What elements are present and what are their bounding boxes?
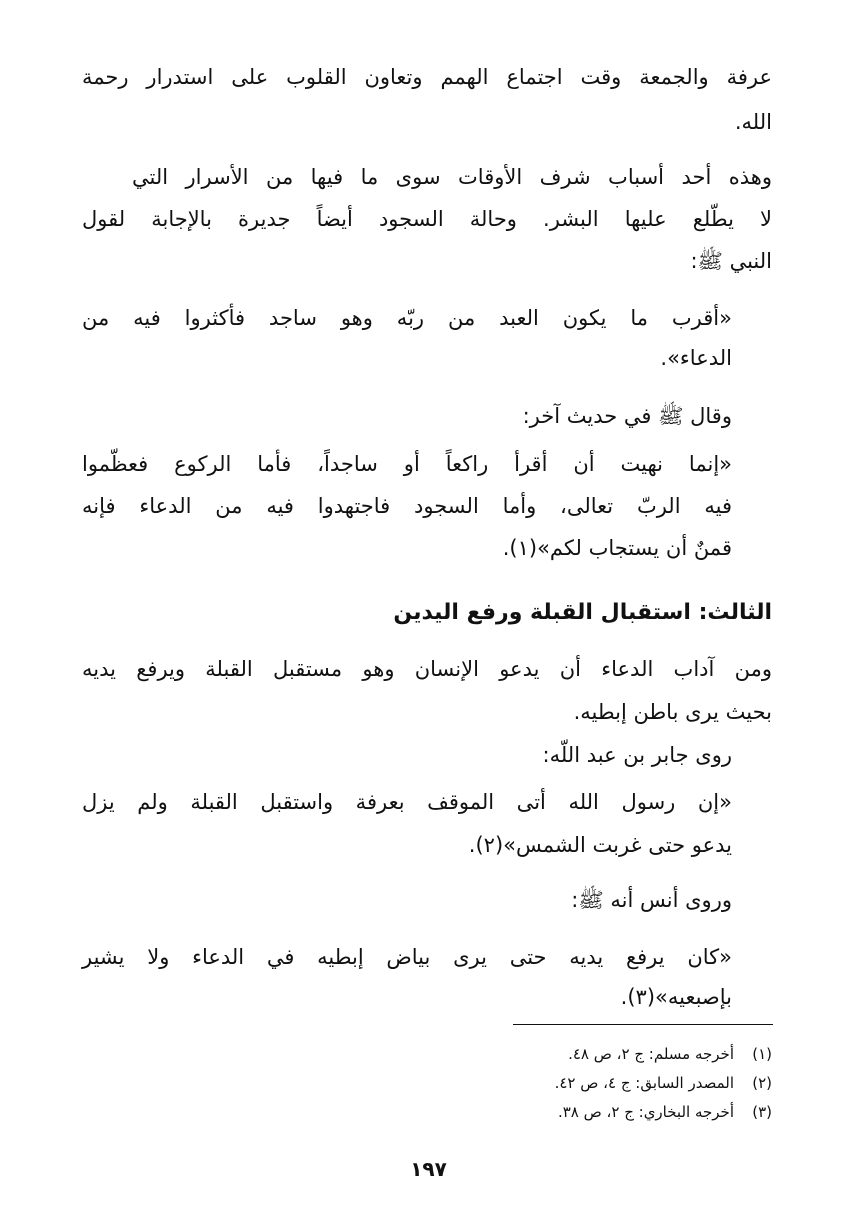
footnote-2-number: (٢) — [752, 1074, 772, 1092]
para2-line1: وهذه أحد أسباب شرف الأوقات سوى ما فيها من الأسرار التي — [132, 165, 772, 189]
footnote-3 — [558, 1101, 772, 1123]
intro2-line: وقال ﷺ في حديث آخر: — [522, 404, 732, 428]
hadith2-line3: قمنٌ أن يستجاب لكم»(١). — [502, 536, 732, 560]
hadith2-line1: «إنما نهيت أن أقرأ راكعاً أو ساجداً، فأما الركوع فعظّموا — [82, 452, 732, 476]
hadith3-line1: «إن رسول الله أتى الموقف بعرفة واستقبل القبلة ولم يزل — [82, 790, 732, 814]
para1-line1: عرفة والجمعة وقت اجتماع الهمم وتعاون القلوب على استدرار رحمة — [82, 65, 772, 89]
footnote-2-text: المصدر السابق: ج ٤، ص ٤٢. — [554, 1074, 734, 1092]
para3-line1: ومن آداب الدعاء أن يدعو الإنسان وهو مستقبل القبلة ويرفع يديه — [82, 657, 772, 681]
para3-line2: بحيث يرى باطن إبطيه. — [573, 700, 772, 724]
footnote-1-text: أخرجه مسلم: ج ٢، ص ٤٨. — [568, 1045, 734, 1063]
intro4-line: وروى أنس أنه ﷺ: — [571, 888, 732, 912]
hadith1-line1: «أقرب ما يكون العبد من ربّه وهو ساجد فأكثروا فيه من — [82, 306, 732, 330]
footnote-3-text: أخرجه البخاري: ج ٢، ص ٣٨. — [557, 1103, 734, 1121]
hadith4-line1: «كان يرفع يديه حتى يرى بياض إبطيه في الدعاء ولا يشير — [82, 945, 732, 969]
section-heading: الثالث: استقبال القبلة ورفع اليدين — [393, 600, 772, 625]
intro3-line: روى جابر بن عبد اللّه: — [542, 743, 732, 767]
footnote-1-number: (١) — [752, 1045, 772, 1063]
para2-line2: لا يطّلع عليها البشر. وحالة السجود أيضاً جديرة بالإجابة لقول — [82, 207, 772, 231]
para2-line3: النبي ﷺ: — [690, 249, 772, 273]
footnote-3-number: (٣) — [752, 1103, 772, 1121]
footnote-1 — [568, 1043, 772, 1065]
footnote-2 — [555, 1072, 772, 1094]
para1-line2: الله. — [734, 110, 772, 134]
page-number: ١٩٧ — [410, 1157, 447, 1181]
hadith4-line2: بإصبعيه»(٣). — [620, 985, 732, 1009]
footnote-divider — [513, 1024, 773, 1025]
hadith2-line2: فيه الربّ تعالى، وأما السجود فاجتهدوا فيه من الدعاء فإنه — [82, 494, 732, 518]
hadith3-line2: يدعو حتى غربت الشمس»(٢). — [468, 833, 732, 857]
hadith1-line2: الدعاء». — [660, 346, 732, 370]
